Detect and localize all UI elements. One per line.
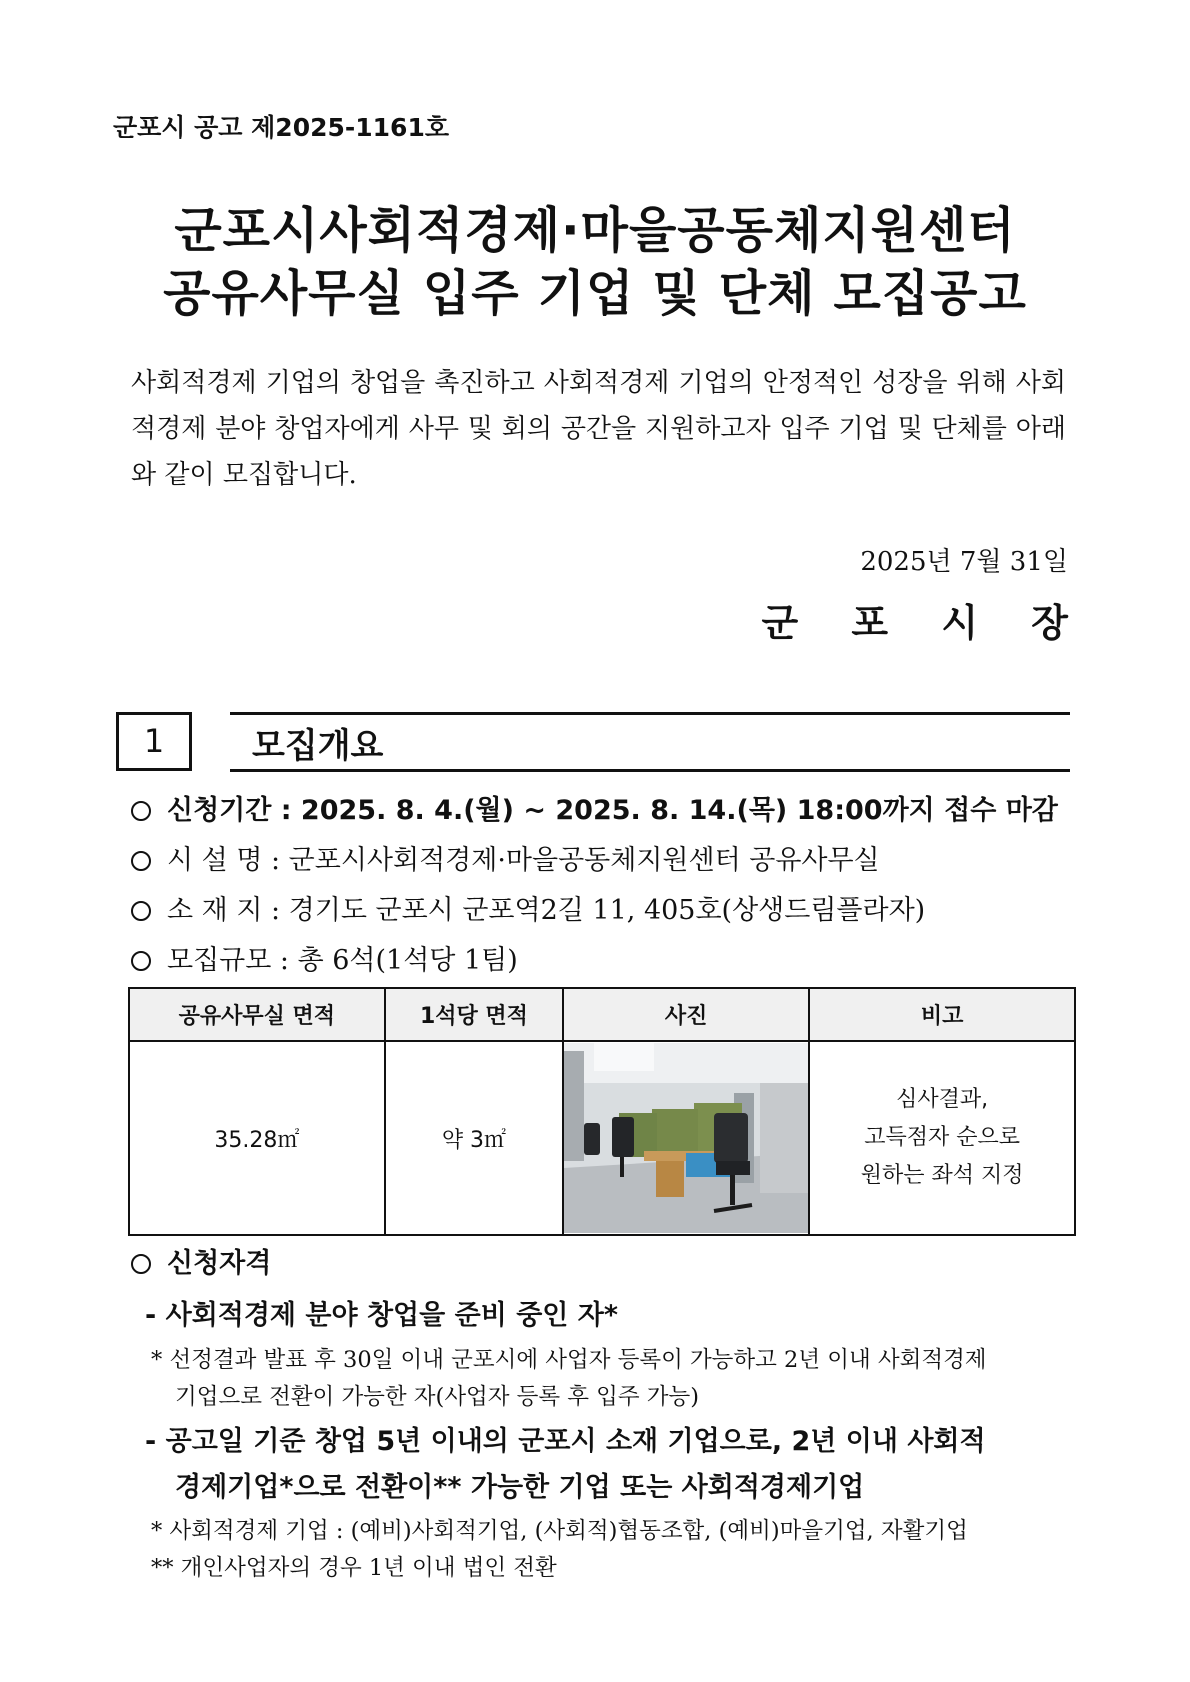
circle-bullet-icon <box>131 1254 151 1274</box>
eligibility-note-2a: * 사회적경제 기업 : (예비)사회적기업, (사회적)협동조합, (예비)마을기업, 자활기업 <box>151 1518 968 1544</box>
eligibility-heading: 신청자격 <box>131 1241 271 1280</box>
title-line-1: 군포시사회적경제·마을공동체지원센터 <box>174 202 1016 259</box>
office-photo <box>563 1041 809 1235</box>
issuer: 군 포 시 장 <box>761 601 1088 645</box>
header-note: 비고 <box>809 988 1075 1041</box>
item-facility: 시 설 명 : 군포시사회적경제·마을공동체지원센터 공유사무실 <box>131 838 880 877</box>
header-total-area: 공유사무실 면적 <box>129 988 385 1041</box>
eligibility-note-1b: 기업으로 전환이 가능한 자(사업자 등록 후 입주 가능) <box>175 1384 700 1410</box>
eligibility-item-2-line-1: - 공고일 기준 창업 5년 이내의 군포시 소재 기업으로, 2년 이내 사회적 <box>145 1426 986 1457</box>
circle-bullet-icon <box>131 851 151 871</box>
title-line-2: 공유사무실 입주 기업 및 단체 모집공고 <box>163 265 1027 322</box>
section-bottom-rule <box>230 769 1070 772</box>
table-header-row <box>129 988 1075 1041</box>
circle-bullet-icon <box>131 951 151 971</box>
cell-note: 심사결과, 고득점자 순으로 원하는 좌석 지정 <box>809 1041 1075 1235</box>
section-top-rule <box>230 712 1070 715</box>
circle-bullet-icon <box>131 901 151 921</box>
table-row <box>129 1041 1075 1235</box>
eligibility-item-2-line-2: 경제기업*으로 전환이** 가능한 기업 또는 사회적경제기업 <box>175 1472 865 1503</box>
announcement-date: 2025년 7월 31일 <box>860 547 1068 577</box>
header-per-seat: 1석당 면적 <box>385 988 563 1041</box>
cell-per-seat: 약 3㎡ <box>385 1041 563 1235</box>
eligibility-item-1: - 사회적경제 분야 창업을 준비 중인 자* <box>145 1300 618 1331</box>
header-photo: 사진 <box>563 988 809 1041</box>
item-period: 신청기간 : 2025. 8. 4.(월) ~ 2025. 8. 14.(목) 18:00까지 접수 마감 <box>131 788 1058 827</box>
office-info-table <box>128 987 1076 1236</box>
section-number-box: 1 <box>116 712 192 771</box>
intro-paragraph: 사회적경제 기업의 창업을 촉진하고 사회적경제 기업의 안정적인 성장을 위해 사회적경제 분야 창업자에게 사무 및 회의 공간을 지원하고자 입주 기업 및 단체를 아래와 같이 모집합니다. <box>131 368 1066 490</box>
item-scale: 모집규모 : 총 6석(1석당 1팀) <box>131 938 518 977</box>
notice-number: 군포시 공고 제2025-1161호 <box>113 113 449 142</box>
item-location: 소 재 지 : 경기도 군포시 군포역2길 11, 405호(상생드림플라자) <box>131 888 925 927</box>
section-title: 모집개요 <box>252 726 384 766</box>
circle-bullet-icon <box>131 801 151 821</box>
cell-total-area: 35.28㎡ <box>129 1041 385 1235</box>
eligibility-note-2b: ** 개인사업자의 경우 1년 이내 법인 전환 <box>151 1555 557 1581</box>
eligibility-note-1a: * 선정결과 발표 후 30일 이내 군포시에 사업자 등록이 가능하고 2년 이내 사회적경제 <box>151 1347 987 1373</box>
